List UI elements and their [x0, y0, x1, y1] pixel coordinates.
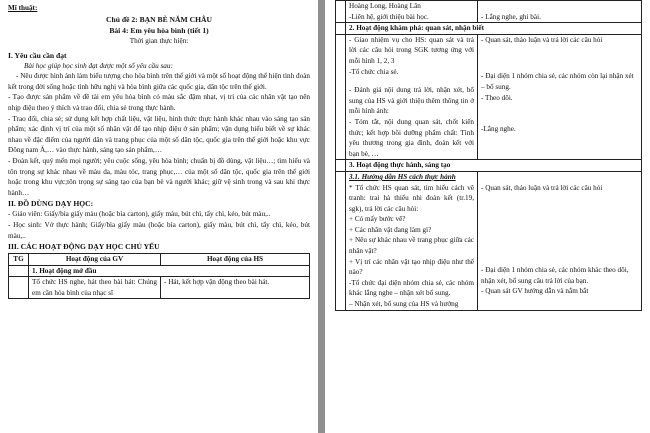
- spacer: [481, 193, 638, 265]
- cell-line: - Lắng nghe, ghi bài.: [481, 12, 541, 21]
- activity-2-hs: [478, 34, 642, 160]
- cell-line: - Đại diện 1 nhóm chia sẻ, các nhóm khác theo dõi, nhận xét, bổ sung câu trả lời của bạn.: [481, 266, 629, 285]
- activity-table-continued: [335, 0, 642, 311]
- document-page-right: [325, 0, 650, 433]
- table-cell: [336, 171, 346, 310]
- section-2-paragraph: - Giáo viên: Giấy/bìa giấy màu (hoặc bìa carton), giấy màu, bút chì, tẩy chì, kéo, bút màu,..: [8, 210, 271, 219]
- activity-table: [8, 253, 310, 299]
- subsection-title: 3.1. Hướng dẫn HS cách thực hành: [349, 172, 456, 181]
- activity-2-gv: [346, 34, 478, 160]
- section-3-title: III. CÁC HOẠT ĐỘNG DẠY HỌC CHỦ YẾU: [8, 242, 160, 252]
- activity-1-hs: - Hát, kết hợp vận động theo bài hát.: [161, 277, 310, 299]
- activity-2-title: 2. Hoạt động khám phá: quan sát, nhận biết: [346, 23, 642, 35]
- row-1-hs: [478, 1, 642, 23]
- subject-label: Mĩ thuật:: [8, 4, 38, 12]
- cell-line: - Giao nhiệm vụ cho HS: quan sát và trả lời các câu hỏi trong SGK tương ứng với mỗi hình 1, 2, 3: [349, 35, 474, 65]
- column-header-hs: Hoạt động của HS: [161, 254, 310, 266]
- cell-line: - Quan sát, thảo luận và trả lời các câu hỏi: [481, 183, 603, 192]
- activity-3-gv: [346, 171, 478, 310]
- topic-title: Chủ đề 2: BẠN BÈ NĂM CHÂU: [106, 15, 212, 24]
- table-cell: [336, 1, 346, 23]
- cell-line: + Vị trí các nhân vật tạo nhịp điệu như thế nào?: [349, 257, 474, 277]
- cell-line: * Tổ chức HS quan sát, tìm hiểu cách vẽ tranh: trai hà thiếu nhi đoàn kết (tr.19, sgk), trả lời các câu hỏi:: [349, 183, 474, 213]
- time-label: Thời gian thực hiện:: [129, 37, 189, 45]
- activity-1-gv: Tổ chức HS nghe, hát theo bài hát: Chúng em cần hòa bình của nhạc sĩ: [29, 277, 161, 299]
- section-2-paragraph: - Học sinh: Vở thực hành; Giấy/bìa giấy màu (hoặc bìa carton), giấy màu, bút chì, tẩy chì, kéo, bút màu,..: [8, 220, 310, 240]
- cell-line: - Quan sát GV hướng dẫn và nắm bắt: [481, 287, 589, 296]
- cell-line: - Đại diện 1 nhóm chia sẻ, các nhóm còn lại nhận xét – bổ sung.: [481, 72, 634, 91]
- page-separator: [318, 0, 325, 433]
- cell-line: Hoàng Long, Hoàng Lân: [349, 2, 421, 10]
- cell-line: - Tóm tắt, nội dung quan sát, chốt kiến thức; kết hợp bồi dưỡng phẩm chất: Tình yêu thương trong gia đình, đoàn kết với bạn bè, …: [349, 117, 474, 158]
- column-header-gv: Hoạt động của GV: [29, 254, 161, 266]
- lesson-title: Bài 4: Em yêu hòa bình (tiết 1): [109, 26, 209, 35]
- table-cell: [336, 160, 346, 172]
- cell-line: -Tổ chức chia sẻ.: [349, 67, 399, 76]
- section-2-title: II. ĐỒ DÙNG DẠY HỌC:: [8, 199, 94, 209]
- table-cell: [9, 265, 29, 277]
- cell-line: - Đánh giá nội dung trả lời, nhận xét, bổ sung của HS và giới thiệu thêm thông tin ở mỗi hình ảnh:: [349, 86, 474, 116]
- cell-line: + Có mấy bước vẽ?: [349, 215, 406, 224]
- section-1-paragraph: - Tạo được sản phẩm về đề tài em yêu hòa bình có màu sắc đậm nhạt, vị trí của các nhân vật tạo nên nhịp điệu theo ý thích và trao đổi, chia sẻ trong thực hành.: [8, 93, 310, 112]
- spacer: [349, 77, 474, 85]
- row-1-gv: [346, 1, 478, 23]
- activity-1-title: 1. Hoạt động mở đầu: [29, 265, 310, 277]
- activity-3-title: 3. Hoạt động thực hành, sáng tạo: [346, 160, 642, 172]
- cell-line: – Nhận xét, bổ sung của HS và hướng: [349, 300, 459, 309]
- section-1-intro: Bài học giúp học sinh đạt được một số yêu cầu sau:: [24, 61, 173, 70]
- cell-line: -Lắng nghe.: [481, 125, 516, 134]
- activity-3-hs: [478, 171, 642, 310]
- spacer: [481, 45, 638, 71]
- document-page-left: [0, 0, 318, 433]
- cell-line: + Nêu sự khác nhau về trang phục giữa các nhân vật?: [349, 236, 474, 256]
- table-cell: [9, 277, 29, 299]
- cell-line: - Theo dõi.: [481, 93, 513, 102]
- section-1-title: I. Yêu cầu cần đạt: [8, 50, 67, 60]
- section-1-paragraph: - Trao đổi, chia sẻ; sử dụng kết hợp chất liệu, vật liệu, hình thức thực hành khác nhau vào sáng tạo sản phẩm; xác định vị trí của một số nhân vật để tạo nhịp điệu ở sản phẩm; vận dụng hiểu biết về sự khác nhau về đặc điểm của người dân và trang phục của một số dân tộc, quốc gia trên thế giới hoặc khu vực Đông nam Á,… vào thực hành, sáng tạo sản phẩm,…: [8, 114, 310, 155]
- cell-line: - Quan sát, thảo luận và trả lời các câu hỏi: [481, 35, 603, 44]
- spacer: [481, 103, 638, 124]
- cell-line: -Tổ chức đại diện nhóm chia sẻ, các nhóm khác lắng nghe – nhận xét bổ sung.: [349, 278, 474, 298]
- section-1-paragraph: - Nêu được hình ảnh làm biểu tượng cho hòa bình trên thế giới và một số hoạt động thể hiện tình đoàn kết trong đời sống hoặc tình hữu nghị và hòa bình giữa các quốc gia, dân tộc trên thế giới.: [8, 72, 310, 91]
- table-cell: [336, 23, 346, 35]
- column-header-tg: TG: [9, 254, 29, 266]
- section-1-paragraph: - Đoàn kết, quý mến mọi người; yêu cuộc sống, yêu hòa bình; chuẩn bị đồ dùng, vật liệu…; tìm hiểu và tôn trọng sự khác nhau về màu da, màu tóc, trang phục,… của một số dân tộc, quốc gia trên thế giới hoặc trong khu vực;tôn trọng sự sáng tạo của bạn bè và người khác; giữ vệ sinh trong và sau khi thực hành…: [8, 156, 310, 197]
- cell-line: + Các nhân vật đang làm gì?: [349, 225, 432, 234]
- cell-line: -Liên hệ, giới thiệu bài học.: [349, 12, 429, 21]
- table-cell: [336, 34, 346, 160]
